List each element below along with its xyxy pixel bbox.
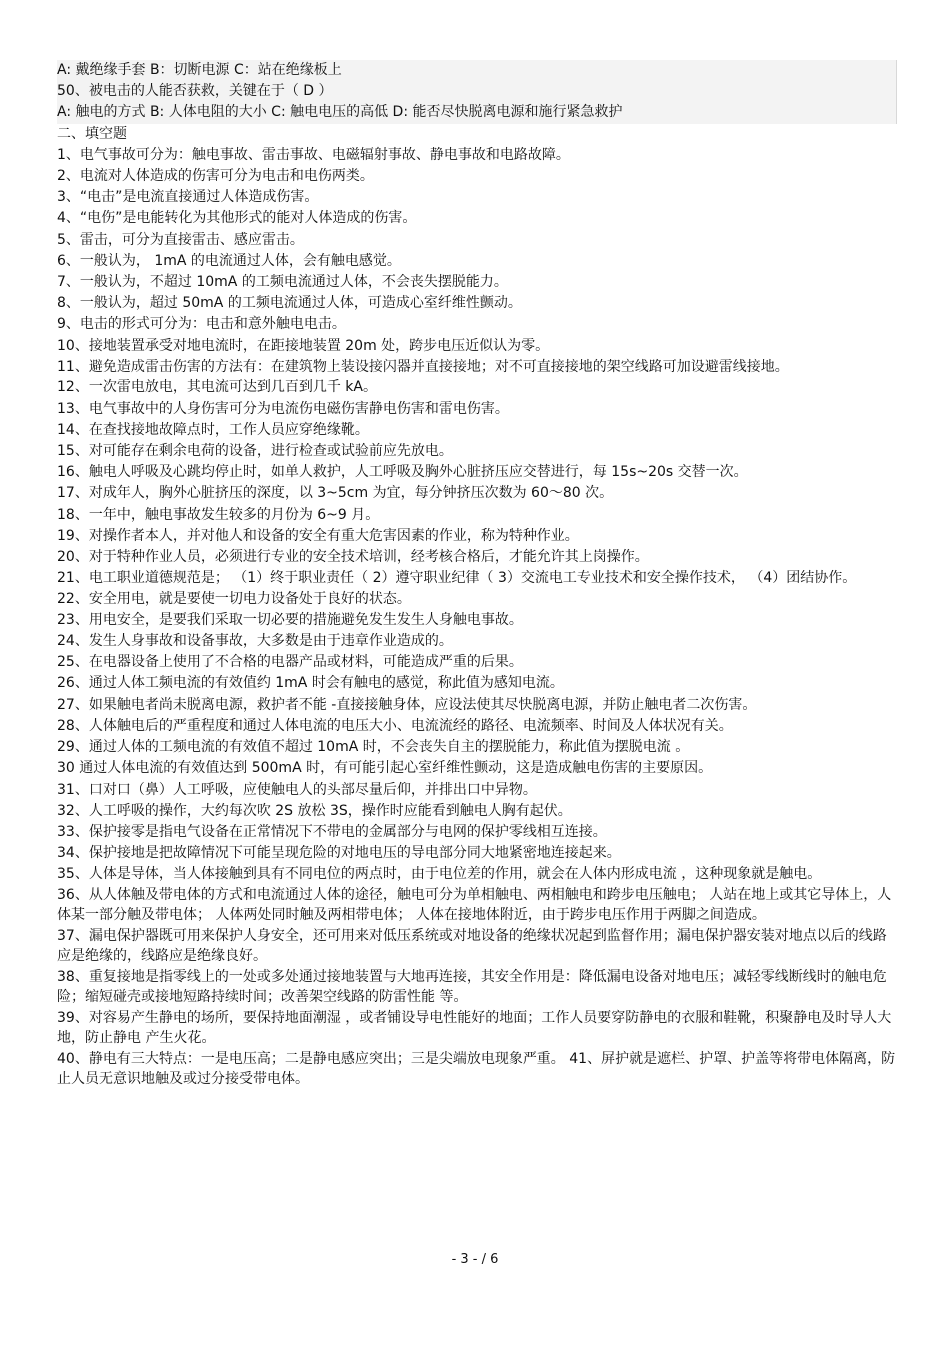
list-item: 4、“电伤”是电能转化为其他形式的能对人体造成的伤害。 xyxy=(57,210,417,227)
list-item: 29、通过人体的工频电流的有效值不超过 10mA 时，不会丧失自主的摆脱能力，称此值为摆脱电流 。 xyxy=(57,739,690,756)
list-item: 9、电击的形式可分为：电击和意外触电电击。 xyxy=(57,316,346,333)
option-line: A: 触电的方式 B: 人体电阻的大小 C: 触电电压的高低 D: 能否尽快脱离电源和施行紧急救护 xyxy=(57,104,623,121)
list-item: 23、用电安全，是要我们采取一切必要的措施避免发生发生人身触电事故。 xyxy=(57,611,523,628)
list-item: 6、一般认为， 1mA 的电流通过人体，会有触电感觉。 xyxy=(57,252,401,269)
list-item: 22、安全用电，就是要使一切电力设备处于良好的状态。 xyxy=(57,590,411,607)
list-item: 8、一般认为，超过 50mA 的工频电流通过人体，可造成心室纤维性颤动。 xyxy=(57,295,522,312)
list-item: 1、电气事故可分为：触电事故、雷击事故、电磁辐射事故、静电事故和电路故障。 xyxy=(57,146,570,163)
list-item: 19、对操作者本人，并对他人和设备的安全有重大危害因素的作业，称为特种作业。 xyxy=(57,527,579,544)
list-item: 33、保护接零是指电气设备在正常情况下不带电的金属部分与电网的保护零线相互连接。 xyxy=(57,823,607,840)
list-item: 12、一次雷电放电，其电流可达到几百到几千 kA。 xyxy=(57,379,377,396)
list-item: 15、对可能存在剩余电荷的设备，进行检查或试验前应先放电。 xyxy=(57,442,453,459)
list-item: 14、在查找接地故障点时，工作人员应穿绝缘靴。 xyxy=(57,421,369,438)
list-item: 25、在电器设备上使用了不合格的电器产品或材料，可能造成严重的后果。 xyxy=(57,654,523,671)
list-item: 27、如果触电者尚未脱离电源，救护者不能 -直接接触身体，应设法使其尽快脱离电源，并防止触电者二次伤害。 xyxy=(57,696,757,713)
document-page xyxy=(57,60,897,1090)
list-item: 37、漏电保护器既可用来保护人身安全，还可用来对低压系统或对地设备的绝缘状况起到监督作用；漏电保护器安装对地点以后的线路应是绝缘的，线路应是绝缘良好。 xyxy=(57,927,887,965)
list-item: 40、静电有三大特点：一是电压高；二是静电感应突出；三是尖端放电现象严重。 41、屏护就是遮栏、护罩、护盖等将带电体隔离，防止人员无意识地触及或过分接受带电体。 xyxy=(57,1050,896,1088)
question-line: 50、被电击的人能否获救，关键在于（ D ） xyxy=(57,83,333,100)
list-item: 35、人体是导体，当人体接触到具有不同电位的两点时，由于电位差的作用，就会在人体内形成电流 ，这种现象就是触电。 xyxy=(57,866,822,883)
list-item: 2、电流对人体造成的伤害可分为电击和电伤两类。 xyxy=(57,168,374,185)
list-item: 32、人工呼吸的操作，大约每次吹 2S 放松 3S，操作时应能看到触电人胸有起伏。 xyxy=(57,802,572,819)
list-item: 34、保护接地是把故障情况下可能呈现危险的对地电压的导电部分同大地紧密地连接起来。 xyxy=(57,845,621,862)
list-item: 24、发生人身事故和设备事故，大多数是由于违章作业造成的。 xyxy=(57,633,453,650)
list-item: 18、一年中，触电事故发生较多的月份为 6~9 月。 xyxy=(57,506,380,523)
list-item: 36、从人体触及带电体的方式和电流通过人体的途径，触电可分为单相触电、两相触电和跨步电压触电； 人站在地上或其它导体上，人体某一部分触及带电体； 人体两处同时触及两相带电体； 人体在接地体附近，由于跨步电压作用于两脚之间造成。 xyxy=(57,886,892,924)
list-item: 17、对成年人，胸外心脏挤压的深度，以 3~5cm 为宜，每分钟挤压次数为 60～80 次。 xyxy=(57,485,614,502)
list-item: 10、接地装置承受对地电流时，在距接地装置 20m 处，跨步电压近似认为零。 xyxy=(57,337,550,354)
list-item: 3、“电击”是电流直接通过人体造成伤害。 xyxy=(57,189,319,206)
list-item: 38、重复接地是指零线上的一处或多处通过接地装置与大地再连接，其安全作用是：降低漏电设备对地电压；减轻零线断线时的触电危险；缩短碰壳或接地短路持续时间；改善架空线路的防雷性能 等。 xyxy=(57,968,887,1006)
list-item: 7、一般认为，不超过 10mA 的工频电流通过人体，不会丧失摆脱能力。 xyxy=(57,274,508,291)
list-item: 31、口对口（鼻）人工呼吸，应使触电人的头部尽量后仰，并排出口中异物。 xyxy=(57,781,537,798)
list-item: 28、人体触电后的严重程度和通过人体电流的电压大小、电流流经的路径、电流频率、时间及人体状况有关。 xyxy=(57,717,733,734)
list-item: 11、避免造成雷击伤害的方法有：在建筑物上装设接闪器并直接接地；对不可直接接地的架空线路可加设避雷线接地。 xyxy=(57,358,789,375)
option-line: A: 戴绝缘手套 B：切断电源 C：站在绝缘板上 xyxy=(57,62,342,78)
section-heading: 二、填空题 xyxy=(57,125,127,142)
list-item: 5、雷击，可分为直接雷击、感应雷击。 xyxy=(57,231,304,248)
list-item: 20、对于特种作业人员，必须进行专业的安全技术培训，经考核合格后，才能允许其上岗操作。 xyxy=(57,548,649,565)
list-item: 21、电工职业道德规范是； （1）终于职业责任（ 2）遵守职业纪律（ 3）交流电工专业技术和安全操作技术， （4）团结协作。 xyxy=(57,570,857,587)
list-item: 16、触电人呼吸及心跳均停止时，如单人救护，人工呼吸及胸外心脏挤压应交替进行，每 15s~20s 交替一次。 xyxy=(57,464,748,481)
previous-questions-block xyxy=(57,60,897,124)
list-item: 39、对容易产生静电的场所，要保持地面潮湿 ，或者铺设导电性能好的地面；工作人员要穿防静电的衣服和鞋靴，积聚静电及时导人大地，防止静电 产生火花。 xyxy=(57,1009,892,1047)
list-item: 13、电气事故中的人身伤害可分为电流伤电磁伤害静电伤害和雷电伤害。 xyxy=(57,400,509,417)
list-item: 26、通过人体工频电流的有效值约 1mA 时会有触电的感觉，称此值为感知电流。 xyxy=(57,675,564,692)
page-number: - 3 - / 6 xyxy=(451,1252,499,1267)
list-item: 30 通过人体电流的有效值达到 500mA 时，有可能引起心室纤维性颤动，这是造成触电伤害的主要原因。 xyxy=(57,760,713,777)
